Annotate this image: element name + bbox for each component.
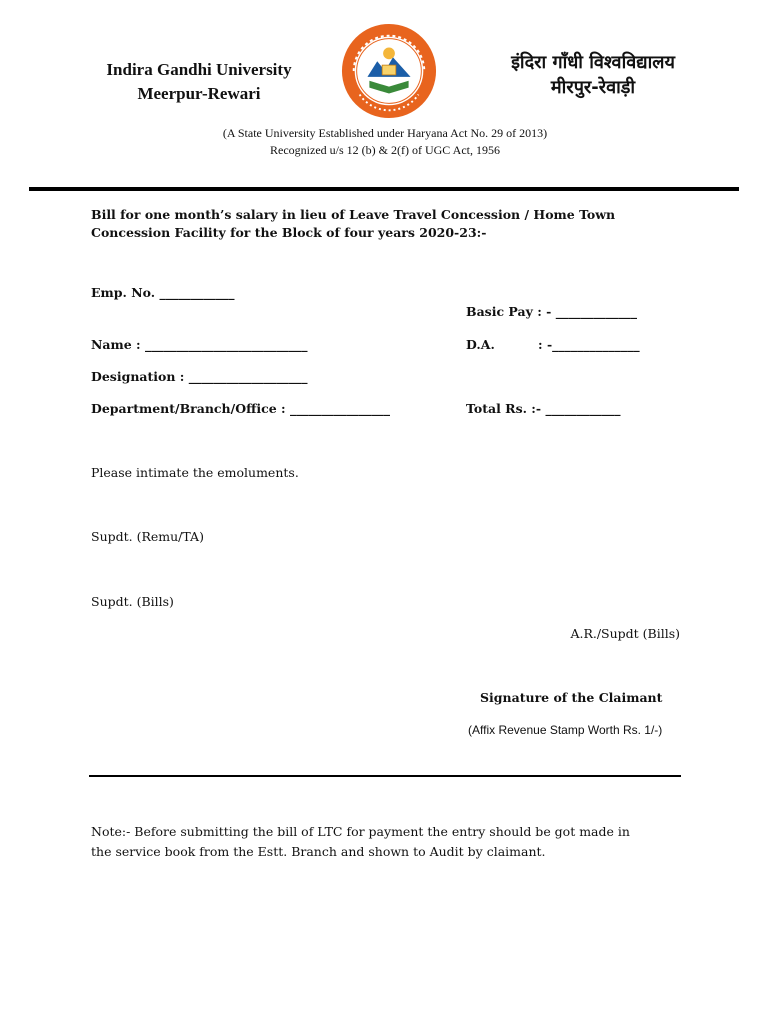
designation-field: Designation : ___________________: [91, 369, 308, 384]
footer-note-line1: Note:- Before submitting the bill of LTC for payment the entry should be got made in: [91, 824, 630, 839]
university-emblem-icon: [340, 22, 438, 120]
university-location-hindi: मीरपुर-रेवाड़ी: [550, 77, 636, 98]
university-name-english-line1: Indira Gandhi University: [106, 60, 292, 79]
emp-no-field: Emp. No. ____________: [91, 285, 235, 300]
university-name-english: [86, 58, 312, 106]
form-heading-line2: Concession Facility for the Block of four years 2020-23:-: [91, 225, 487, 240]
claimant-signature-label: Signature of the Claimant: [480, 690, 663, 705]
form-heading: [91, 206, 651, 242]
footer-note: [91, 822, 681, 862]
da-label: D.A.: [466, 337, 495, 352]
signature-divider: [89, 775, 681, 777]
establishment-note: (A State University Established under Haryana Act No. 29 of 2013): [222, 126, 548, 140]
revenue-stamp-note: (Affix Revenue Stamp Worth Rs. 1/-): [468, 723, 663, 737]
total-field: Total Rs. :- ____________: [466, 401, 621, 416]
university-location-english: Meerpur-Rewari: [137, 84, 261, 103]
form-heading-line1: Bill for one month’s salary in lieu of Leave Travel Concession / Home Town: [91, 207, 616, 222]
intimate-text: Please intimate the emoluments.: [91, 465, 299, 480]
footer-note-line2: the service book from the Estt. Branch and shown to Audit by claimant.: [91, 844, 546, 859]
basic-pay-field: Basic Pay : - _____________: [466, 304, 637, 319]
header-divider: [29, 187, 739, 191]
name-field: Name : __________________________: [91, 337, 308, 352]
university-name-hindi-line1: इंदिरा गाँधी विश्वविद्यालय: [511, 52, 675, 73]
recognition-note: Recognized u/s 12 (b) & 2(f) of UGC Act, 1956: [270, 143, 500, 157]
supdt-bills-label: Supdt. (Bills): [91, 594, 174, 609]
da-field: : -______________: [538, 337, 640, 352]
university-name-hindi: [478, 50, 708, 100]
ar-supdt-label: A.R./Supdt (Bills): [570, 626, 680, 641]
supdt-remu-label: Supdt. (Remu/TA): [91, 529, 204, 544]
department-field: Department/Branch/Office : ________________: [91, 401, 390, 416]
